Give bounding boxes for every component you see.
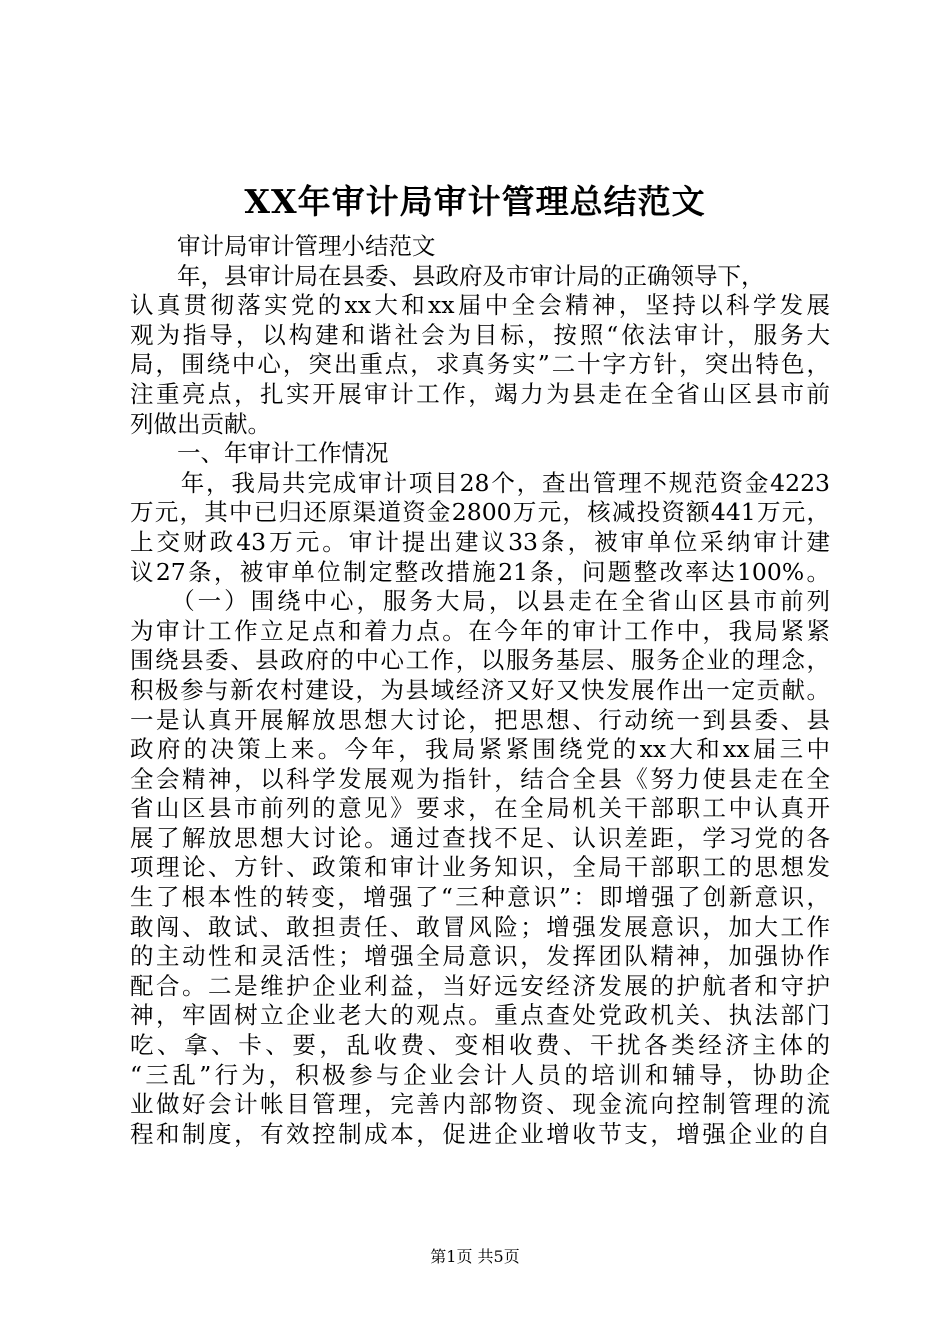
body-line: 一、年审计工作情况 bbox=[130, 439, 389, 468]
body-line: 年，县审计局在县委、县政府及市审计局的正确领导下， bbox=[130, 261, 765, 290]
body-line: 注重亮点，扎实开展审计工作，竭力为县走在全省山区县市前 bbox=[130, 379, 830, 408]
body-line: 生了根本性的转变，增强了“三种意识”：即增强了创新意识， bbox=[130, 883, 830, 912]
body-line: 万元，其中已归还原渠道资金2800万元，核减投资额441万元， bbox=[130, 498, 830, 527]
body-line: 议27条，被审单位制定整改措施21条，问题整改率达100%。 bbox=[130, 557, 830, 586]
body-line: 的主动性和灵活性；增强全局意识，发挥团队精神，加强协作 bbox=[130, 942, 830, 971]
body-line: 吃、拿、卡、要，乱收费、变相收费、干扰各类经济主体的 bbox=[130, 1031, 830, 1060]
body-line: 展了解放思想大讨论。通过查找不足、认识差距，学习党的各 bbox=[130, 823, 830, 852]
body-line: 省山区县市前列的意见》要求，在全局机关干部职工中认真开 bbox=[130, 794, 830, 823]
body-line: 为审计工作立足点和着力点。在今年的审计工作中，我局紧紧 bbox=[130, 616, 830, 645]
body-line: 程和制度，有效控制成本，促进企业增收节支，增强企业的自 bbox=[130, 1119, 830, 1148]
body-line: 业做好会计帐目管理，完善内部物资、现金流向控制管理的流 bbox=[130, 1090, 830, 1119]
body-line: 积极参与新农村建设，为县域经济又好又快发展作出一定贡献。 bbox=[130, 675, 830, 704]
body-line: 局，围绕中心，突出重点，求真务实”二十字方针，突出特色， bbox=[130, 350, 830, 379]
body-line: 敢闯、敢试、敢担责任、敢冒风险；增强发展意识，加大工作 bbox=[130, 912, 830, 941]
body-line: 配合。二是维护企业利益，当好远安经济发展的护航者和守护 bbox=[130, 971, 830, 1000]
body-line: 神，牢固树立企业老大的观点。重点查处党政机关、执法部门 bbox=[130, 1001, 830, 1030]
body-line: 上交财政43万元。审计提出建议33条，被审单位采纳审计建 bbox=[130, 527, 830, 556]
document-body bbox=[130, 232, 830, 1149]
body-line: 列做出贡献。 bbox=[130, 409, 271, 438]
body-line: 观为指导，以构建和谐社会为目标，按照“依法审计，服务大 bbox=[130, 320, 830, 349]
body-line: 审计局审计管理小结范文 bbox=[130, 232, 436, 260]
body-line: 全会精神，以科学发展观为指针，结合全县《努力使县走在全 bbox=[130, 764, 830, 793]
body-line: “三乱”行为，积极参与企业会计人员的培训和辅导，协助企 bbox=[130, 1060, 830, 1089]
body-line: 围绕县委、县政府的中心工作，以服务基层、服务企业的理念， bbox=[130, 646, 830, 675]
body-line: 政府的决策上来。今年，我局紧紧围绕党的xx大和xx届三中 bbox=[130, 735, 830, 764]
body-line: （一）围绕中心，服务大局，以县走在全省山区县市前列 bbox=[130, 587, 830, 616]
document-title: XX年审计局审计管理总结范文 bbox=[244, 182, 706, 221]
page-footer: 第1页 共5页 bbox=[430, 1247, 520, 1266]
body-line: 年，我局共完成审计项目28个，查出管理不规范资金4223 bbox=[130, 468, 830, 497]
body-line: 项理论、方针、政策和审计业务知识，全局干部职工的思想发 bbox=[130, 853, 830, 882]
body-line: 一是认真开展解放思想大讨论，把思想、行动统一到县委、县 bbox=[130, 705, 830, 734]
body-line: 认真贯彻落实党的xx大和xx届中全会精神，坚持以科学发展 bbox=[130, 291, 830, 320]
